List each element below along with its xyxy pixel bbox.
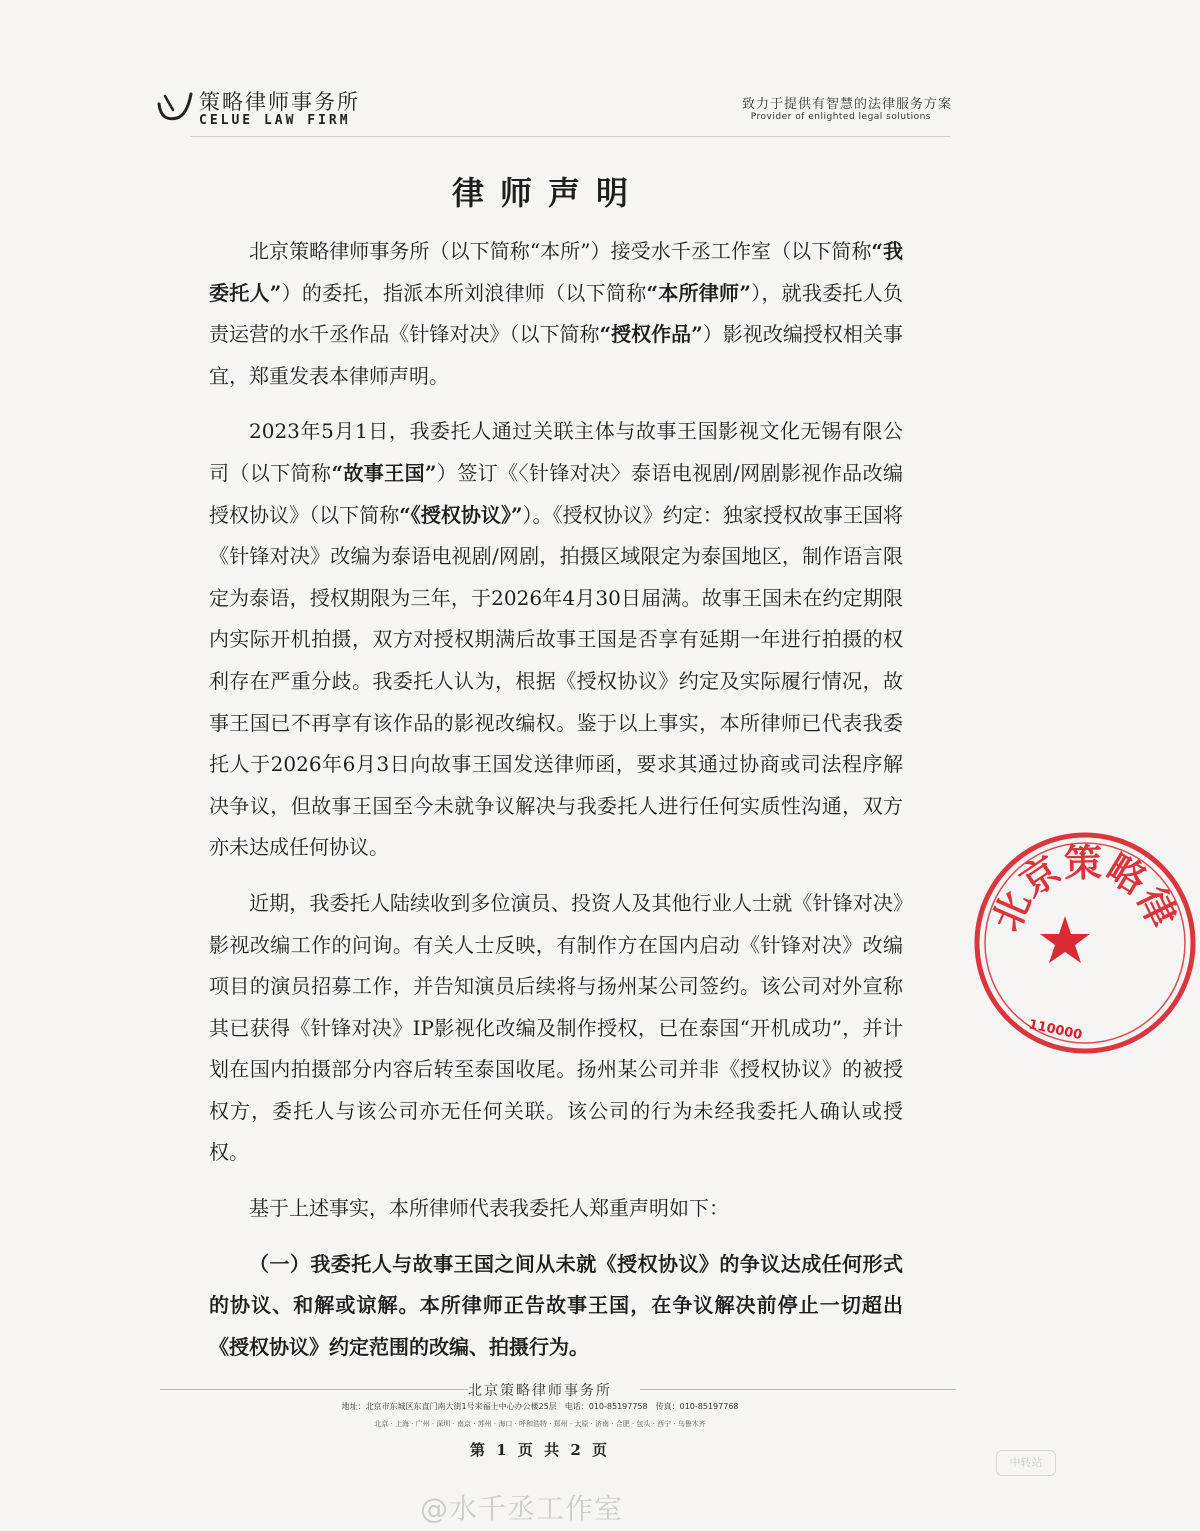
body-paragraph-1	[209, 231, 903, 397]
defined-term: “故事王国”	[331, 460, 437, 485]
defined-term: “《授权协议》”	[399, 502, 523, 527]
seal-text: 北京策略律	[982, 839, 1186, 938]
document-title: 律师声明	[451, 174, 644, 212]
header-divider	[190, 136, 950, 137]
svg-text:北京策略律	[983, 840, 1186, 938]
footer-address: 地址：北京市东城区东直门南大街1号来福士中心办公楼25层 电话：010-85197758 传真：010-85197768	[341, 1402, 739, 1411]
paragraph-text: 近期，我委托人陆续收到多位演员、投资人及其他行业人士就《针锋对决》影视改编工作的问询。有关人士反映，有制作方在国内启动《针锋对决》改编项目的演员招募工作，并告知演员后续将与扬州某公司签约。该公司对外宣称其已获得《针锋对决》IP影视化改编及制作授权，已在泰国“开机成功”，并计划在国内拍摄部分内容后转至泰国收尾。扬州某公司并非《授权协议》的被授权方，委托人与该公司亦无任何关联。该公司的行为未经我委托人确认或授权。	[209, 890, 903, 1165]
footer-firm-name: 北京策略律师事务所	[468, 1383, 612, 1399]
paragraph-text: 北京策略律师事务所（以下简称“本所”）接受水千丞工作室（以下简称	[249, 239, 872, 263]
firm-logo-icon	[155, 88, 195, 128]
seal-number: 110000	[1027, 1017, 1084, 1044]
firm-name-cn: 策略律师事务所	[199, 90, 360, 114]
firm-name-en: CELUE LAW FIRM	[199, 113, 351, 128]
declaration-paragraph: （一）我委托人与故事王国之间从未就《授权协议》的争议达成任何形式的协议、和解或谅解。本所律师正告故事王国，在争议解决前停止一切超出《授权协议》约定范围的改编、拍摄行为。	[209, 1251, 903, 1359]
defined-term: “我委托人”	[209, 239, 903, 305]
paragraph-text: ）。《授权协议》约定：独家授权故事王国将《针锋对决》改编为泰语电视剧/网剧，拍摄区域限定为泰国地区，制作语言限定为泰语，授权期限为三年，于2026年4月30日届满。故事王国未在约定期限内实际开机拍摄，双方对授权期满后故事王国是否享有延期一年进行拍摄的权利存在严重分歧。我委托人认为，根据《授权协议》约定及实际履行情况，故事王国已不再享有该作品的影视改编权。鉴于以上事实，本所律师已代表我委托人于2026年6月3日向故事王国发送律师函，要求其通过协商或司法程序解决争议，但故事王国至今未就争议解决与我委托人进行任何实质性沟通，双方亦未达成任何协议。	[209, 502, 904, 860]
watermark-badge: 中转站	[996, 1450, 1056, 1476]
defined-term: “本所律师”	[646, 280, 751, 305]
document-body	[209, 231, 903, 1382]
slogan-en: Provider of enlighted legal solutions	[750, 112, 931, 122]
slogan-cn: 致力于提供有智慧的法律服务方案	[741, 97, 952, 112]
defined-term: “授权作品”	[599, 322, 703, 347]
paragraph-text: 基于上述事实，本所律师代表我委托人郑重声明如下：	[249, 1196, 729, 1221]
body-paragraph-4	[209, 1188, 903, 1230]
footer-cities: 北京 · 上海 · 广州 · 深圳 · 南京 · 苏州 · 海口 · 呼和浩特 · 郑州 · 太原 · 济南 · 合肥 · 包头 · 西宁 · 乌鲁木齐	[374, 1420, 706, 1428]
page-number: 第 1 页 共 2 页	[470, 1441, 610, 1459]
body-paragraph-3	[209, 883, 903, 1174]
paragraph-text: ），就我委托人负责运营的水千丞作品《针锋对决》（以下简称	[209, 280, 904, 347]
paragraph-text: 2023年5月1日，我委托人通过关联主体与故事王国影视文化无锡有限公司（以下简称	[209, 419, 903, 485]
weibo-watermark: @水千丞工作室	[420, 1492, 624, 1525]
paragraph-text: ）影视改编授权相关事宜，郑重发表本律师声明。	[209, 322, 903, 388]
paragraph-text: ）签订《〈针锋对决〉泰语电视剧/网剧影视作品改编授权协议》（以下简称	[209, 460, 903, 527]
paragraph-text: ）的委托，指派本所刘浪律师（以下简称	[281, 280, 647, 305]
official-seal	[970, 828, 1200, 1058]
body-paragraph-2	[209, 411, 903, 869]
